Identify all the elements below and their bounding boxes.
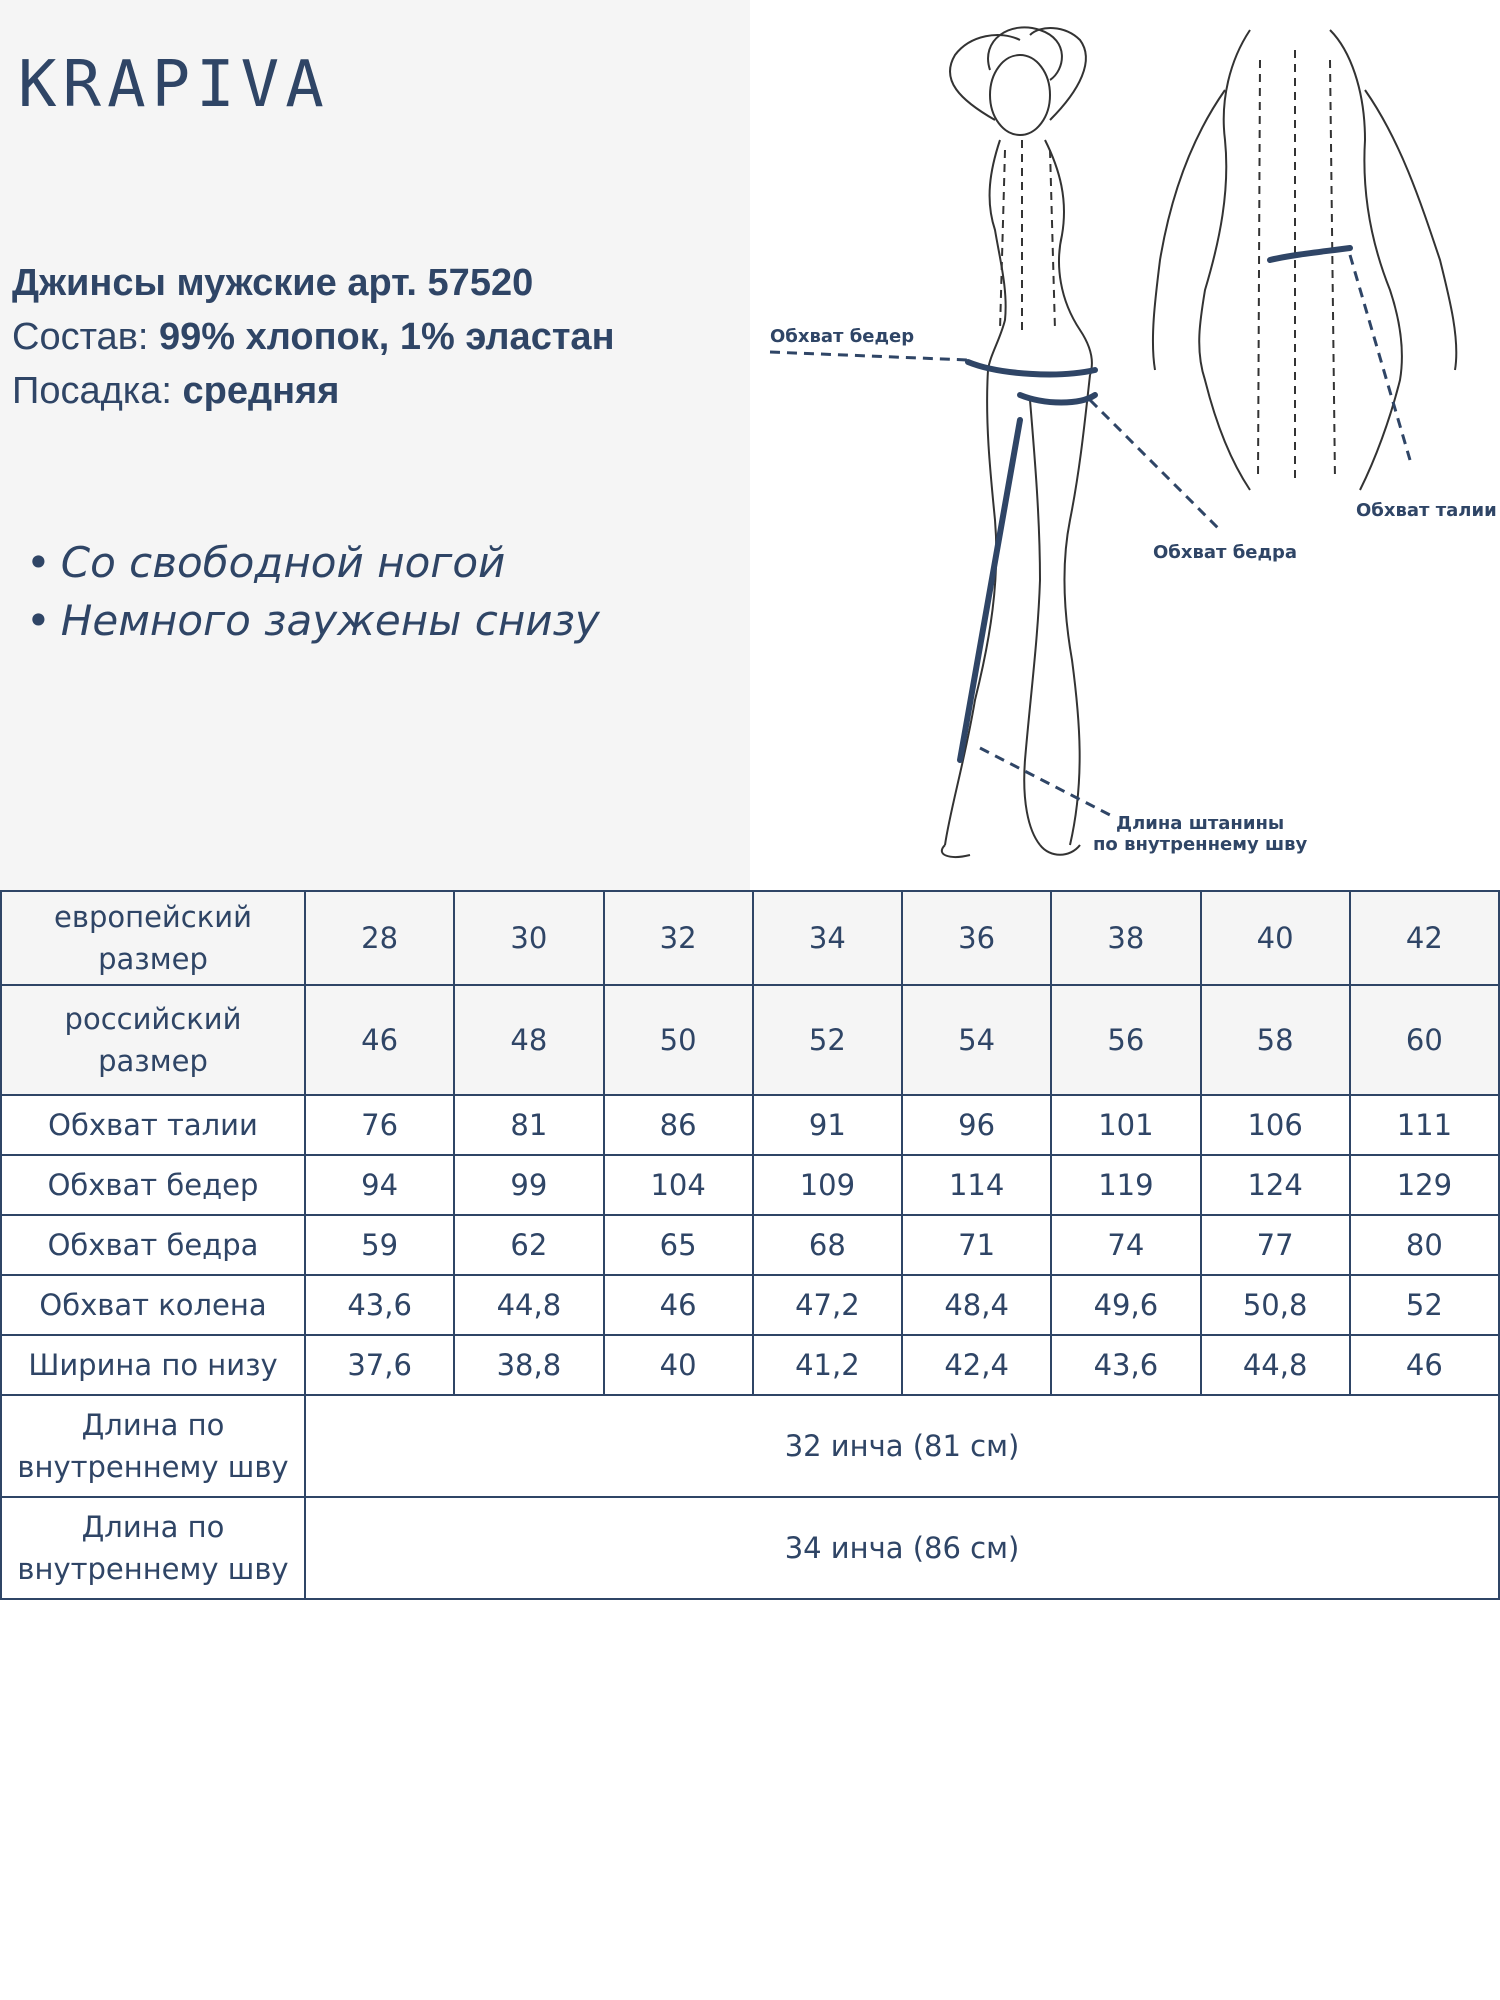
table-cell: 119: [1051, 1155, 1200, 1215]
table-cell: 28: [305, 891, 454, 985]
table-cell: 48,4: [902, 1275, 1051, 1335]
feature-list: [26, 534, 600, 650]
table-cell: 56: [1051, 985, 1200, 1095]
composition-line: [12, 316, 615, 359]
table-cell: 59: [305, 1215, 454, 1275]
table-cell: 41,2: [753, 1335, 902, 1395]
table-cell: 80: [1350, 1215, 1499, 1275]
table-cell: 94: [305, 1155, 454, 1215]
fit-label: Посадка:: [12, 370, 183, 412]
table-cell: 46: [604, 1275, 753, 1335]
row-label: российский размер: [1, 985, 305, 1095]
callout-thigh: Обхват бедра: [1153, 542, 1298, 563]
table-cell: 124: [1201, 1155, 1350, 1215]
table-cell: 76: [305, 1095, 454, 1155]
table-cell: 77: [1201, 1215, 1350, 1275]
table-cell: 104: [604, 1155, 753, 1215]
table-row: [1, 1335, 1499, 1395]
table-row: [1, 1275, 1499, 1335]
table-cell: 47,2: [753, 1275, 902, 1335]
table-cell: 81: [454, 1095, 603, 1155]
callout-inseam-line1: Длина штанины: [1116, 813, 1285, 834]
table-cell: 36: [902, 891, 1051, 985]
table-row-inseam: [1, 1497, 1499, 1599]
composition-label: Состав:: [12, 316, 159, 358]
table-cell: 111: [1350, 1095, 1499, 1155]
row-label: Обхват бедра: [1, 1215, 305, 1275]
table-cell: 60: [1350, 985, 1499, 1095]
row-label: Длина по внутреннему шву: [1, 1497, 305, 1599]
table-cell: 34: [753, 891, 902, 985]
table-cell: 30: [454, 891, 603, 985]
callout-inseam: [1093, 813, 1307, 855]
row-label: европейский размер: [1, 891, 305, 985]
table-cell: 42: [1350, 891, 1499, 985]
table-cell: 86: [604, 1095, 753, 1155]
table-cell: 32: [604, 891, 753, 985]
row-label: Обхват бедер: [1, 1155, 305, 1215]
table-cell: 74: [1051, 1215, 1200, 1275]
info-panel: [0, 0, 750, 890]
table-cell: 96: [902, 1095, 1051, 1155]
row-label: Ширина по низу: [1, 1335, 305, 1395]
table-cell: 52: [1350, 1275, 1499, 1335]
table-cell: 109: [753, 1155, 902, 1215]
table-cell: 129: [1350, 1155, 1499, 1215]
table-cell: 48: [454, 985, 603, 1095]
table-row: [1, 1155, 1499, 1215]
table-row: [1, 1215, 1499, 1275]
table-cell-merged: 32 инча (81 см): [305, 1395, 1499, 1497]
feature-item: • Немного заужены снизу: [26, 592, 600, 650]
table-cell: 38,8: [454, 1335, 603, 1395]
table-cell: 44,8: [1201, 1335, 1350, 1395]
table-cell: 40: [604, 1335, 753, 1395]
table-cell: 42,4: [902, 1335, 1051, 1395]
measurement-illustration: [750, 0, 1500, 890]
table-cell: 52: [753, 985, 902, 1095]
table-cell: 46: [1350, 1335, 1499, 1395]
table-cell: 91: [753, 1095, 902, 1155]
row-label: Обхват колена: [1, 1275, 305, 1335]
table-cell: 49,6: [1051, 1275, 1200, 1335]
table-cell: 106: [1201, 1095, 1350, 1155]
callout-waist: Обхват талии: [1356, 500, 1497, 521]
table-cell: 62: [454, 1215, 603, 1275]
table-cell: 46: [305, 985, 454, 1095]
callout-inseam-line2: по внутреннему шву: [1093, 834, 1308, 855]
table-row: [1, 1095, 1499, 1155]
table-cell: 54: [902, 985, 1051, 1095]
table-row-eu-size: [1, 891, 1499, 985]
row-label: Обхват талии: [1, 1095, 305, 1155]
table-cell: 71: [902, 1215, 1051, 1275]
table-cell: 50: [604, 985, 753, 1095]
table-cell: 43,6: [1051, 1335, 1200, 1395]
table-cell: 40: [1201, 891, 1350, 985]
composition-value: 99% хлопок, 1% эластан: [159, 316, 615, 358]
table-cell: 58: [1201, 985, 1350, 1095]
table-cell: 44,8: [454, 1275, 603, 1335]
table-cell: 50,8: [1201, 1275, 1350, 1335]
fit-line: [12, 370, 339, 413]
table-cell: 114: [902, 1155, 1051, 1215]
fit-value: средняя: [182, 370, 340, 412]
table-cell: 65: [604, 1215, 753, 1275]
table-row-inseam: [1, 1395, 1499, 1497]
table-cell: 37,6: [305, 1335, 454, 1395]
size-table: [0, 890, 1500, 1600]
table-cell: 99: [454, 1155, 603, 1215]
table-cell: 68: [753, 1215, 902, 1275]
brand-logo: KRAPIVA: [18, 48, 330, 122]
table-row-ru-size: [1, 985, 1499, 1095]
table-cell: 101: [1051, 1095, 1200, 1155]
feature-item: • Со свободной ногой: [26, 534, 600, 592]
table-cell-merged: 34 инча (86 см): [305, 1497, 1499, 1599]
callout-hips: Обхват бедер: [770, 326, 915, 347]
product-title: Джинсы мужские арт. 57520: [12, 262, 534, 304]
row-label: Длина по внутреннему шву: [1, 1395, 305, 1497]
table-cell: 38: [1051, 891, 1200, 985]
table-cell: 43,6: [305, 1275, 454, 1335]
